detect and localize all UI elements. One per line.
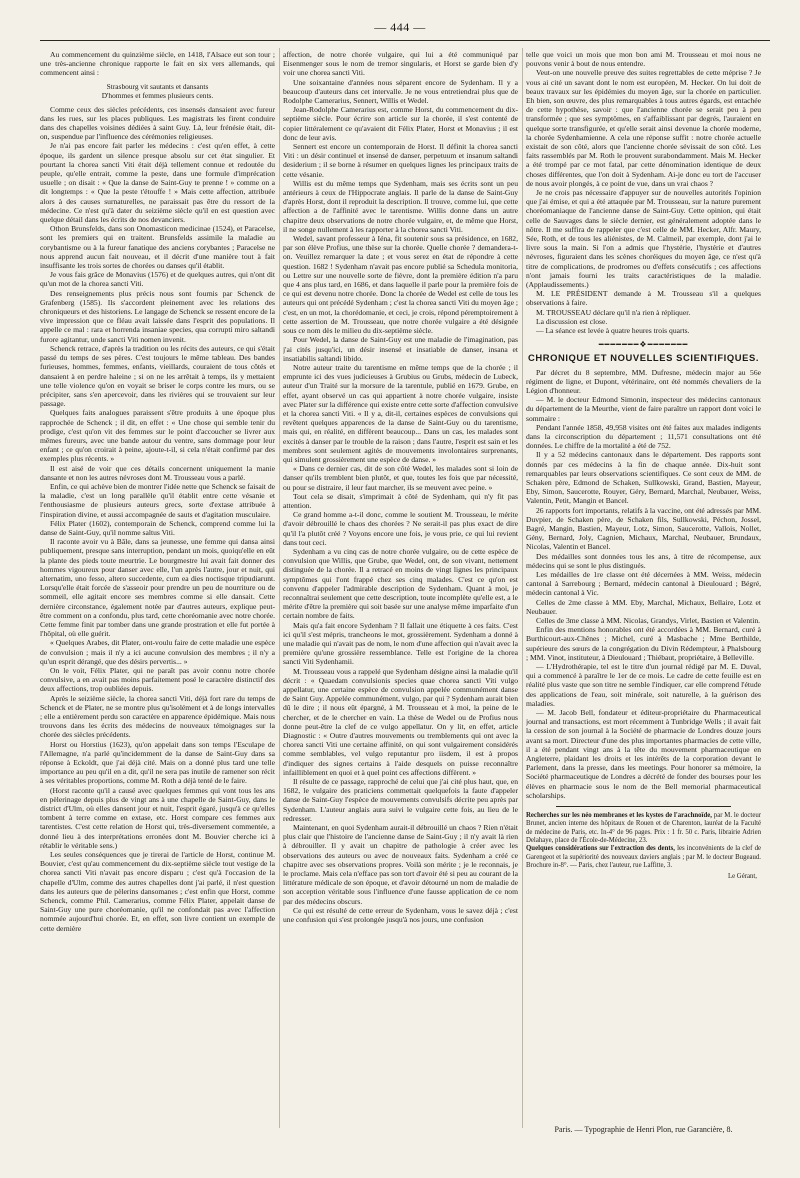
speaker-label: M. LE PRÉSIDENT — [536, 289, 608, 299]
news-item: — L'Hydrothérapie, tel est le titre d'un journal rédigé par M. E. Duval, qui a commencé à paraître le 1er de ce mois. Le cadre de cette feuille est en réalité plus vaste que son titre ne semble l'indiquer, car elle comprend l'étude des applications de l'eau, soit minérale, soit naturelle, à la guérison des maladies. — [526, 662, 761, 708]
section-title: CHRONIQUE ET NOUVELLES SCIENTIFIQUES. — [527, 352, 760, 364]
paragraph: Au commencement du quinzième siècle, en 1418, l'Alsace eut son tour ; une très-ancienne chronique rapporte le fait en six vers allemands, qui commencent ainsi : — [40, 50, 275, 78]
book-section-rule — [556, 806, 731, 807]
paragraph: Ce qui est résulté de cette erreur de Sydenham, vous le savez déjà ; c'est une confusion qui s'est prolongée jusqu'à nos jours, une confusion — [283, 905, 518, 925]
paragraph: Comme ceux des siècles précédents, ces insensés dansaient avec fureur dans les rues, sur les places publiques. Les magistrats les firent conduire dans des chapelles voisines dédiées à saint Guy. Là, leur frénésie était, dit-on, suspendue par l'influence des cérémonies religieuses. — [40, 104, 275, 142]
page-number: — 444 — — [374, 20, 426, 34]
paragraph: Sydenham a vu cinq cas de notre chorée vulgaire, ou de cette espèce de convulsion que Willis, que Grube, que Wedel, ont, de son vivant, nettement distinguée de la chorée. Il a retracé en moins de vingt lignes les principaux symptômes qui l'ont frappé chez ses cinq malades. C'est ce qu'on est convenu d'appeler l'admirable description de Sydenham. Quant à moi, je reconnaîtrai seulement que cette description, toute incomplète qu'elle est, a le mérite d'être la première qui soit basée sur une analyse même imparfaite d'un certain nombre de faits. — [283, 546, 518, 621]
paragraph: Il raconte avoir vu à Bâle, dans sa jeunesse, une femme qui dansa ainsi publiquement, presque sans interruption, pendant un mois, quoiqu'elle en eût la plante des pieds toute meurtrie. Le bourgmestre lui avait fait donner des hommes vigoureux pour danser avec elle, l'un après l'autre, jour et nuit, qui alternatim, uno fesso, altero succedente, cum ea dies noctisque tripudiarunt. Lorsqu'elle était forcée de s'asseoir pour prendre un peu de nourriture ou de sommeil, elle agitait encore ses membres comme si elle dansait. Cette dernière circonstance, également notée par d'autres auteurs, explique peut-être comment on a confondu, plus tard, cette choréomanie avec notre chorée. Cette femme finit par tomber dans une grande prostration et elle fut portée à l'hôpital, où elle guérit. — [40, 537, 275, 639]
news-item: Celles de 3me classe à MM. Nicolas, Grandys, Virlet, Bastien et Valentin. — [536, 615, 761, 625]
paragraph: Tout cela se disait, s'imprimait à côté de Sydenham, qui n'y fit pas attention. — [283, 491, 518, 510]
paragraph: affection, de notre chorée vulgaire, qui lui a été communiqué par Eisenmenger sous le nom de tremor singularis, et Horst se garde bien d'y voir une chorea sancti Viti. — [283, 50, 518, 78]
news-item: Il y a 52 médecins cantonaux dans le département. Des rapports sont donnés par ces médecins à la fin de chaque année. Dix-huit sont remarquables par leurs observations scientifiques. Ce sont ceux de MM. de Schaken père, Edmond de Schaken, Sullkowski, Grand, Bastien, Mayeur, Eby, Simon, Saucerotte, Rouyer, Géry, Bernard, Marchal, Neubauer, Weiss, Valentin, Petit, Mangin et Bancel. — [526, 450, 761, 506]
column-1 — [40, 50, 275, 1140]
paragraph: Mais qu'a fait encore Sydenham ? Il fallait une étiquette à ces faits. C'est ici qu'il s'est mépris, trancheons le mot, grossièrement. Sydenham a donné à une maladie qui n'avait pas de nom, le nom d'une affection qui n'avait avec la première qu'une grossière ressemblance. Telle est l'origine de la chorea sancti Viti Sydenhamii. — [283, 620, 518, 667]
book-notices — [526, 812, 761, 870]
printer-imprint: Paris. — Typographie de Henri Plon, rue Garancière, 8. — [554, 1125, 733, 1134]
paragraph: Je n'ai pas encore fait parler les médecins : c'est qu'en effet, à cette époque, ils gardent un silence presque absolu sur cet état singulier. Et pourtant la chorea sancti Viti était déjà tellement connue et redoutée du peuple, qu'elle entrait, comme la peste, dans une formule d'imprécation usuelle ; on disait : « Que la danse de Saint-Guy te prenne ! » comme on a dit longtemps : « Que la peste t'étouffe ! » Mais cette affection, attribuée alors à des causes surnaturelles, ne paraissait pas être du ressort de la médecine. Ce n'est qu'à dater du seizième siècle qu'il en est question avec quelque détail dans les écrits de nos devanciers. — [40, 141, 275, 225]
speaker-text: demande à M. Trousseau s'il a quelques observations à faire. — [526, 289, 761, 308]
news-item: Enfin des mentions honorables ont été accordées à MM. Bernard, curé à Burthicourt-aux-Chênes ; Michel, curé à Masbache ; Mme Berthilde, supérieure des sœurs de la congrégation du Divin Rédempteur, à Phalsbourg ; MM. Vinot, instituteur, à Dieulouard ; Thiébaut, propriétaire, à Belleville. — [526, 625, 761, 662]
paragraph: Après le seizième siècle, la chorea sancti Viti, déjà fort rare du temps de Schenck et de Plater, ne se montre plus qu'isolément et à de longs intervalles ; elle a entièrement perdu son caractère en apparence épidémique. Mais nous trouvons dans les écrits des médecins de nouveaux témoignages sur la chorée des siècles précédents. — [40, 693, 275, 740]
book-notice — [526, 845, 761, 870]
paragraph: telle que voici un mois que mon bon ami M. Trousseau et moi nous ne pouvons venir à bout de nous entendre. — [526, 50, 761, 69]
paragraph: Horst ou Horstius (1623), qu'on appelait dans son temps l'Esculape de l'Allemagne, n'a parlé qu'incidemment de la danse de Saint-Guy dans sa réponse à Eckoldt, que j'ai déjà cité. Mais on a donné plus tard une telle importance au peu qu'il en a dit, qu'il ne sera pas inutile de ramener son récit à ses véritables proportions, comme M. Roth a déjà tenté de le faire. — [40, 739, 275, 786]
paragraph: Les seules conséquences que je tirerai de l'article de Horst, continue M. Bouvier, c'est qu'au commencement du dix-septième siècle tout vestige de la chorea sancti Viti n'avait pas encore disparu ; c'est qu'à l'occasion de la chapelle d'Ulm, comme des autres chapelles dont j'ai parlé, il n'est question dans les auteurs que de pèlerins dansomanes ; c'est enfin que Horst, comme Schenck, comme Phil. Camerarius, comme Félix Plater, appelait danse de Saint-Guy une pure choréomanie, qu'il ne confondait pas avec l'affection nommée aujourd'hui chorée. Et, en effet, son livre contient un exemple de cette dernière — [40, 850, 275, 933]
news-item: Celles de 2me classe à MM. Eby, Marchal, Michaux, Bellaire, Lotz et Neubauer. — [526, 597, 761, 616]
news-item: Par décret du 8 septembre, MM. Dufresne, médecin major au 56e régiment de ligne, et Dupont, vétérinaire, ont été nommés chevaliers de la Légion d'honneur. — [526, 367, 761, 395]
news-item: Pendant l'année 1858, 49,958 visites ont été faites aux malades indigents dans la circonscription du département ; 11,571 consultations ont été données. Le chiffre de la mortalité a été de 752. — [526, 422, 761, 451]
paragraph: Schenck retrace, d'après la tradition ou les récits des auteurs, ce qui s'était passé du temps de ses pères. C'est toujours le même tableau. Des bandes furieuses, hommes, femmes, enfants, vieillards, couraient de tous côtés et dansaient à en perdre haleine ; si on ne les arrêtait à temps, ils y mettaient une telle violence qu'on en voyait se briser le corps contre les murs, ou se précipiter, sans s'en apercevoir, dans les rivières qui se trouvaient sur leur passage. — [40, 343, 275, 409]
paragraph: Othon Brunsfelds, dans son Onomasticon medicinae (1524), et Paracelse, sont les premiers qui en traitent. Brunsfelds assimile la maladie au corybantisme ou à la fureur fanatique des anciens corybantes ; Paracelse ne nous apprend aucun fait nouveau, et il décrit d'une manière tout à fait insuffisante les trois sortes de chorées ou danses qu'il établit. — [40, 224, 275, 271]
paragraph: Enfin, ce qui achève bien de montrer l'idée nette que Schenck se faisait de la maladie, c'est un long parallèle qu'il établit entre cette vésanie et l'enthousiasme de plusieurs auteurs grecs, sorte d'extase attribuée à l'inspiration divine, et aussi accompagnée de sauts et d'agitation musculaire. — [40, 481, 275, 519]
column-2 — [283, 50, 518, 1140]
column-divider — [279, 48, 280, 1128]
header-rule — [40, 40, 770, 41]
paragraph — [526, 289, 761, 307]
book-notice — [526, 812, 761, 845]
verse-quote — [40, 82, 275, 100]
paragraph: Une soixantaine d'années nous séparent encore de Sydenham. Il y a beaucoup d'auteurs dans cet intervalle. Je ne vous entretiendrai plus que de Rodolphe Camerarius, Sennert, Willis et Wedel. — [283, 77, 518, 106]
paragraph: Ce grand homme a-t-il donc, comme le soutient M. Trousseau, le mérite d'avoir débrouillé le chaos des chorées ? Ne serait-il pas plus exact de dire qu'il l'a plutôt créé ? Voyons encore une fois, je vous prie, ce qui lui revient dans tout ceci. — [283, 510, 518, 547]
book-details: les inconvénients de la clef de Garengeot et la supériorité des nouveaux daviers anglais ; par M. le docteur Bugeaud. Brochure in-8°. — Paris, chez l'auteur, rue Laffitte, 3. — [526, 845, 761, 869]
paragraph: — La séance est levée à quatre heures trois quarts. — [536, 326, 690, 336]
paragraph: Il résulte de ce passage, rapproché de celui que j'ai cité plus haut, que, en 1682, le vulgaire des praticiens commettait quelquefois la faute d'appeler danse de Saint-Guy l'espèce de mouvements convulsifs décrite peu après par Sydenham. L'auteur anglais aura suivi le vulgaire cette fois, au lieu de le redresser. — [283, 777, 518, 823]
verse-line: Strasbourg vit sautants et dansants — [106, 81, 209, 91]
speaker-label: M. TROUSSEAU — [536, 307, 592, 317]
ornament-divider: ━━━━━━━❖━━━━━━━ — [598, 340, 689, 350]
paragraph: On le voit, Félix Plater, qui ne paraît pas avoir connu notre chorée convulsive, a en avait pas moins parfaitement posé le caractère distinctif des deux affections, trop oubliées depuis. — [40, 666, 275, 694]
paragraph: Pour Wedel, la danse de Saint-Guy est une maladie de l'imagination, pas j'ai cités jusqu'ici, un désir insensé et insatiable de danser, insana et insatiabilis saltandi libido. — [283, 335, 518, 363]
news-item: — M. Jacob Bell, fondateur et éditeur-propriétaire du Pharmaceutical journal and transactions, est mort récemment à Tunbridge Wells ; il avait fait la cession de son journal à la Société de pharmacie de Londres douze jours avant sa mort. Directeur d'une des plus importantes pharmacies de cette ville, il a été pendant vingt ans à la tête du mouvement pharmaceutique en Angleterre, plaidant les droits et les intérêts de la corporation devant le Parlement, dans la presse, dans les meetings. Pour honorer sa mémoire, la Société pharmaceutique de Londres a décrété de fonder des bourses pour les élèves en pharmacie sous le nom de the Bell memorial pharmaceutical scholarships. — [526, 708, 761, 800]
book-title: Quelques considérations sur l'extraction des dents, — [526, 845, 675, 853]
paragraph: Quelques faits analogues paraissent s'être produits à une époque plus rapprochée de Schenck ; il dit, en effet : « Une chose qui semble tenir du prodige, c'est qu'on vit des femmes sur le point d'accoucher se livrer aux mêmes fureurs, avec une bande autour du ventre, sans dommage pour leur enfant ; ce qu'on croirait à peine, ajoute-t-il, si cela n'était confirmé par des exemples plus récents. » — [40, 408, 275, 464]
paragraph — [526, 308, 761, 317]
paragraph: Des renseignements plus précis nous sont fournis par Schenck de Grafenberg (1585). Ils s'accordent pleinement avec les relations des chroniqueurs et des historiens. Le langage de Schenck se ressent encore de la vive impression que ce fléau avait laissée dans l'esprit des populations. Il appelle ce mal : rara et horrenda insaniae species, qua corrupti miro saltandi furore agitantur, unde sancti Viti nomen invenit. — [40, 288, 275, 344]
speaker-text: déclare qu'il n'a rien à répliquer. — [593, 307, 691, 317]
book-details: par M. le docteur Brunet, ancien interne des hôpitaux de Rouen et de Charenton, lauréat de la Faculté de médecine de Paris, etc. In-4° de 96 pages. Prix : 1 fr. 50 c. Paris, librairie Adrien Delahaye, place de l'École-de-Médecine, 23. — [526, 812, 761, 844]
paragraph: (Horst raconte qu'il a causé avec quelques femmes qui vont tous les ans en pèlerinage depuis plus de vingt ans à une chapelle de Saint-Guy, dans le district d'Ulm, où elles dansent jour et nuit, l'esprit égaré, jusqu'à ce qu'elles tombent à terre comme en extase, etc. Horst compare ces femmes aux tarentistes. C'est cette relation de Horst qui, très-diversement commentée, a donné lieu à des interprétations erronées dont M. Bouvier cherche ici à rétablir le véritable sens.) — [40, 785, 275, 850]
paragraph: Sennert est encore un contemporain de Horst. Il définit la chorea sancti Viti : un désir continuel et insensé de danser, perpetuum et insanum saltandi desiderium ; il se borne à résumer en quelques lignes les principaux traits de cette vésanie. — [283, 142, 518, 179]
signature: Le Gérant, — [727, 873, 757, 881]
paragraph: « Dans ce dernier cas, dit de son côté Wedel, les malades sont si loin de danser qu'ils tremblent bien plutôt, et que, toutes les fois que par nécessité, ou pour se distraire, il leur faut marcher, ils se meuvent avec peine. » — [283, 464, 518, 492]
news-item: Les médailles de 1re classe ont été décernées à MM. Weiss, médecin cantonal à Sarrebourg ; Bernard, médecin cantonal à Dieulouard ; Bégré, médecin cantonal à Vic. — [526, 569, 761, 598]
news-item: — M. le docteur Edmond Simonin, inspecteur des médecins cantonaux du département de la Meurthe, vient de faire paraître un rapport dont voici le sommaire : — [526, 395, 761, 423]
column-3 — [526, 50, 761, 1140]
paragraph: Notre auteur traite du tarentisme en même temps que de la chorée ; il emprunte ici des vues judicieuses à Grubius ou Grubs, médecin de Lubeck, auteur d'un Traité sur la morsure de la tarentule, publié en 1679. Grube, en effet, ayant observé un cas qui appartient à notre chorée vulgaire, insiste avec Plater sur la différence qui existe entre cette sorte d'affection convulsive et la chorea sancti Viti. « Il y a, dit-il, certaines espèces de convulsions qui revêtent quelques apparences de la danse de Saint-Guy ou du tarentisme, mais qui, en réalité, en diffèrent beaucoup... Dans un cas, les malades sont excités à danser par le trouble de la raison ; dans l'autre, l'esprit est sain et les membres sont seulement agités de mouvements involontaires surprenants, qui simulent grossièrement une espèce de danse. » — [283, 362, 518, 464]
news-item: Des médailles sont données tous les ans, à titre de récompense, aux médecins qui se sont le plus distingués. — [526, 551, 761, 570]
paragraph: Félix Plater (1602), contemporain de Schenck, comprend comme lui la danse de Saint-Guy, qu'il nomme saltus Viti. — [40, 518, 275, 537]
paragraph: Maintenant, en quoi Sydenham aurait-il débrouillé un chaos ? Rien n'était plus clair que l'histoire de l'ancienne danse de Saint-Guy ; il n'y avait là rien à débrouiller. Il y avait un chapitre de pathologie à créer avec les observations des auteurs ou avec de nouveaux faits. Sydenham a créé ce chapitre avec ses observations propres. Voilà son mérite ; je le reconnais, je le proclame. Mais cela n'efface pas son tort d'avoir été si peu au courant de la littérature médicale de son époque, et d'avoir détourné un nom de maladie de son acception véritable sous l'influence d'une fausse application de ce nom par des médecins obscurs. — [283, 823, 518, 906]
paragraph: Il est aisé de voir que ces détails concernent uniquement la manie dansante et non les autres névroses dont M. Trousseau vous a parlé. — [40, 463, 275, 482]
paragraph: La discussion est close. — [536, 316, 608, 326]
paragraph: Je vous fais grâce de Monavius (1576) et de quelques autres, qui n'ont dit qu'un mot de la chorea sancti Viti. — [40, 270, 275, 289]
verse-line: D'hommes et femmes plusieurs cents. — [101, 90, 214, 100]
paragraph: Je ne crois pas nécessaire d'appuyer sur de nouvelles autorités l'opinion que j'ai émise, et qui a été attaquée par M. Trousseau, sur la nature purement choréomaniaque de l'ancienne danse de Saint-Guy. Cette opinion, qui était celle de Sauvages dans le siècle dernier, est généralement adoptée dans le nôtre. Il me suffira de rappeler que c'est celle de MM. Hecker, Alfr. Maury, Sée, Roth, et de tous les aliénistes, de M. Calmeil, par exemple, dont j'ai le livre sous la main. Si l'on a admis que l'hystérie, l'hystérie et d'autres névroses, figuraient dans les scènes choréiques du moyen âge, ce n'est qu'à titre de complications, de prodromes ou d'effets consécutifs ; ces affections n'ont jamais fourni les traits caractéristiques de la maladie. (Applaudissements.) — [526, 188, 761, 290]
paragraph: « Quelques Arabes, dit Plater, ont-voulu faire de cette maladie une espèce de convulsion ; mais il n'y a ici aucune convulsion des membres ; il n'y a qu'un esprit dérangé, que des désirs pervertis... » — [40, 638, 275, 666]
news-item: 26 rapports fort importants, relatifs à la vaccine, ont été adressés par MM. Duvpier, de Schaken père, de Schaken fils, Sullkowski, Péchon, Jossel, Bagré, Mangin, Bastien, Mayeur, Lotz, Simon, Saucerotte, Vallois, Nollet, Gény, Bernard, Joly, Cagnien, Michaux, Marchal, Neubauer, Brundaux, Nicolas, Valentin et Bancel. — [526, 505, 761, 552]
paragraph: Wedel, savant professeur à Iéna, fit soutenir sous sa présidence, en 1682, par son élève Profius, une thèse sur la chorée. Quelle chorée ? demandera-t-on. Veuillez remarquer la date ; et vous serez en état de répondre à cette question. 1682 ! Sydenham n'avait pas encore publié sa Schedula monitoria, ou Lettre sur une nouvelle sorte de fièvre, dont la première édition n'a paru que 4 ans plus tard, en 1686, et dans laquelle il parle pour la première fois de ce qui est devenu notre chorée. Donc la chorée de Wedel est celle de tous les auteurs qui ont précédé Sydenham ; c'est la chorea sancti Viti du moyen âge ; c'est, en un mot, la chorédomanie, et ceci, je crois, répond péremptoirement à cette assertion de M. Trousseau, que notre chorée vulgaire a été désignée sous ce nom dès le milieu du dix-septième siècle. — [283, 234, 518, 336]
paragraph: M. Trousseau vous a rappelé que Sydenham désigne ainsi la maladie qu'il décrit : « Quaedam convulsionis species quae chorea sancti Viti vulgo appellatur, une certaine espèce de convulsion appelée communément danse de Saint Guy. Appelée communément, vulgo, par qui ? Sydenham aurait bien dû le dire ; il nous eût épargné, à M. Trousseau et à moi, la peine de le chercher, et de le chercher en vain. La thèse de Wedel ou de Profius nous donne peut-être la clef de ce vulgo appellatur. On y lit, en effet, article Diagnostic : « Outre d'autres mouvements ou tremblements qui ont avec la chorea sancti Viti une certaine affinité, on qui sont vulgairement considérés comme semblables, vel vulgo reputantur pro iisdem, il est à propos d'indiquer des signes certains à l'aide desquels on puisse reconnaître infailliblement en quoi et à quel point ces affections diffèrent. » — [283, 666, 518, 777]
paragraph: Jean-Rodolphe Camerarius est, comme Horst, du commencement du dix-septième siècle. Pour écrire son article sur la chorée, il s'est contenté de copier littéralement ce qu'avaient dit Félix Plater, Horst et Monavius ; il est donc de leur avis. — [283, 105, 518, 142]
column-divider — [522, 48, 523, 1128]
paragraph: Willis est du même temps que Sydenham, mais ses écrits sont un peu antérieurs à ceux de l'Hippocrate anglais. Il parle de la danse de Saint-Guy d'après Horst, dont il reproduit la description. Il trouve, comme lui, que cette affection a de l'affinité avec le tarentisme. Willis donne dans un autre chapitre deux observations de notre chorée vulgaire, et, de même que Horst, il ne songe nullement à les rapporter à la chorea sancti Viti. — [283, 178, 518, 234]
book-title: Recherches sur les néo membranes et les kystes de l'arachnoïde, — [526, 812, 712, 820]
paragraph: Veut-on une nouvelle preuve des suites regrettables de cette méprise ? Je vous ai cité un savant dont le nom est européen, M. Hecker. On lui doit de beaux travaux sur les épidémies du moyen âge, sur la chorée en particulier. Eh bien, son œuvre, des plus remarquables à tous autres égards, est entachée de cette hypothèse, savoir : que l'ancienne chorée se serait peu à peu transformée ; que ses symptômes, en s'affaiblissant par degrés, l'auraient en quelque sorte transfigurée, et qu'elle serait ainsi devenue la chorée moderne, la chorée Sydenhamienne. A cela une réponse suffit : notre chorée actuelle existait de son côté, alors que l'ancienne chorée sévissait de son côté. Les faits rassemblés par M. Roth le prouvent surabondamment. Mais M. Hecker a été trompé par ce mot fatal, par cette dénomination identique de deux choses différentes, que l'on doit à Sydenham. Ai-je donc eu tort de l'accuser de nous avoir plongés, à ce point de vue, dans un vrai chaos ? — [526, 68, 761, 188]
